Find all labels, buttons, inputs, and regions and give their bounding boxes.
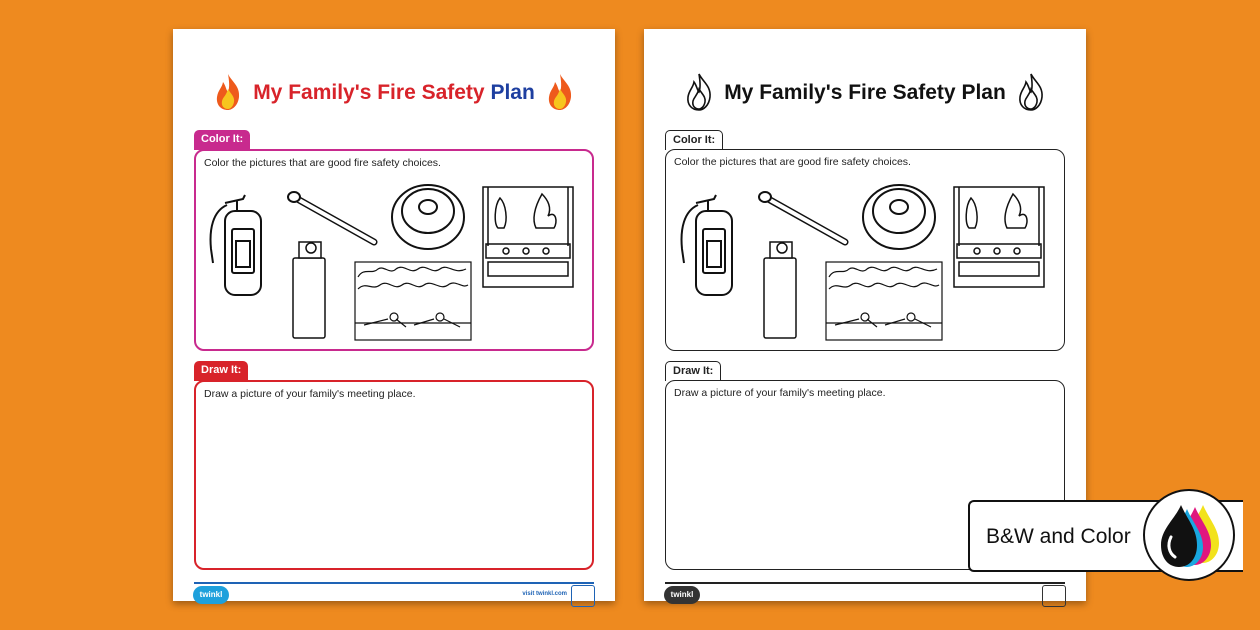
footer-divider [665,582,1065,584]
lighter-icon [289,236,329,340]
footer-badge [571,585,595,607]
flame-icon [1016,73,1046,111]
draw-it-instruction: Draw a picture of your family's meeting place. [204,388,416,400]
footer-url: visit twinkl.com [522,591,567,597]
fire-extinguisher-icon [205,189,265,299]
stove-fire-icon [482,186,574,288]
draw-it-tab: Draw It: [194,361,248,381]
lighter-icon [760,236,800,340]
twinkl-logo: twinkl [664,586,700,604]
footer-badge [1042,585,1066,607]
color-it-tab: Color It: [665,130,723,150]
stove-fire-icon [953,186,1045,288]
page-title: My Family's Fire Safety Plan [253,81,535,104]
color-it-instruction: Color the pictures that are good fire safety choices. [204,157,441,169]
draw-it-instruction: Draw a picture of your family's meeting place. [674,387,886,399]
smoke-detector-icon [860,181,938,253]
draw-it-tab: Draw It: [665,361,721,381]
footer-divider [194,582,594,584]
worksheet-color [173,29,615,601]
smoke-detector-icon [389,181,467,253]
crawl-under-smoke-icon [825,261,943,341]
crawl-under-smoke-icon [354,261,472,341]
color-it-instruction: Color the pictures that are good fire safety choices. [674,156,911,168]
ink-drops-icon [1145,491,1233,579]
color-it-tab: Color It: [194,130,250,150]
callout-label: B&W and Color [986,525,1131,548]
fire-extinguisher-icon [676,189,736,299]
ink-drops-badge [1143,489,1235,581]
draw-it-panel [194,380,594,570]
flame-icon [545,73,575,111]
twinkl-logo: twinkl [193,586,229,604]
page-title: My Family's Fire Safety Plan [724,81,1006,104]
